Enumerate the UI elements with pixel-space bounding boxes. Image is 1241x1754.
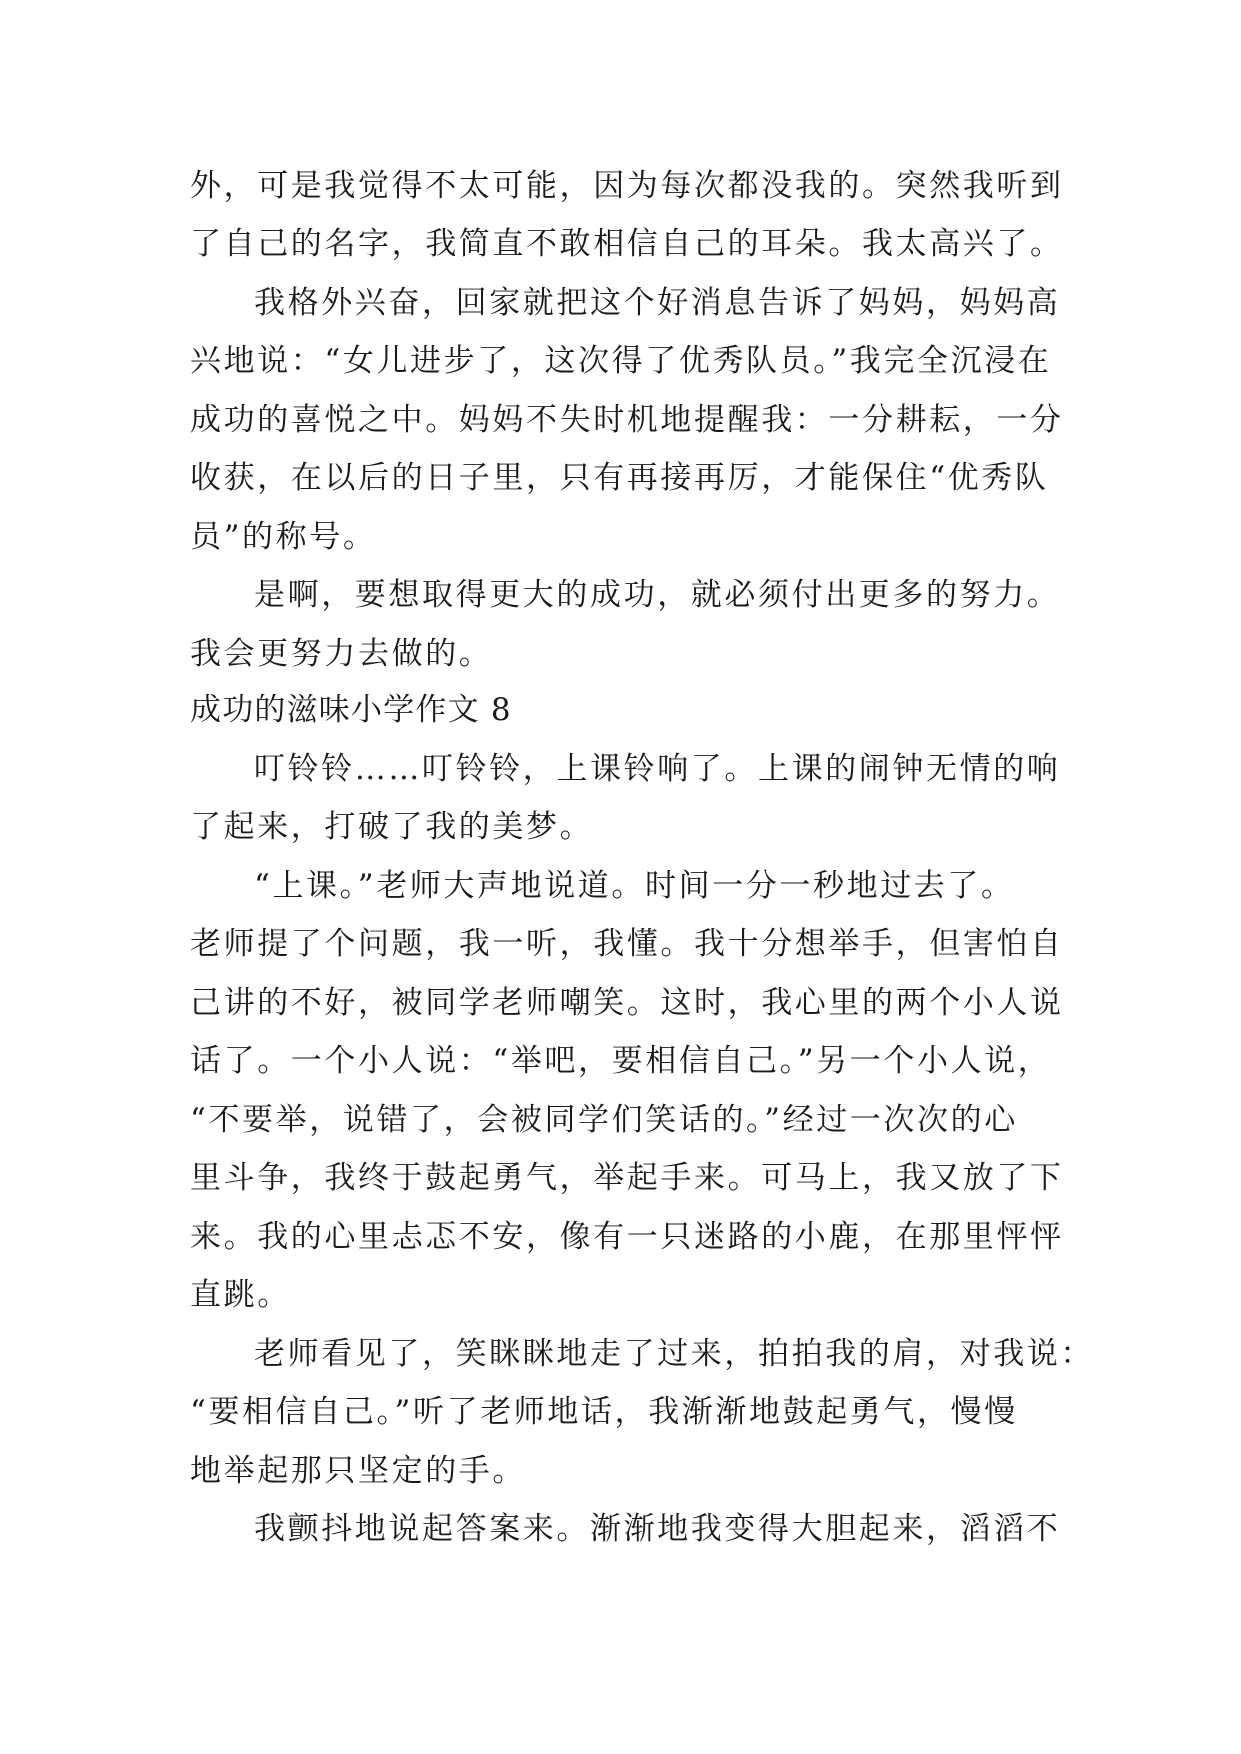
text-line: 老师提了个问题，我一听，我懂。我十分想举手，但害怕自 [190, 926, 1064, 962]
text-line: “不要举，说错了，会被同学们笑话的。”经过一次次的心 [190, 1102, 1018, 1138]
section-heading: 成功的滋味小学作文 8 [190, 692, 512, 728]
text-line: 了自己的名字，我简直不敢相信自己的耳朵。我太高兴了。 [190, 226, 1064, 262]
text-line: 外，可是我觉得不太可能，因为每次都没我的。突然我听到 [190, 168, 1064, 204]
text-line: 地举起那只坚定的手。 [190, 1453, 526, 1489]
text-line: 了起来，打破了我的美梦。 [190, 809, 594, 845]
paragraph-first-line: 叮铃铃……叮铃铃，上课铃响了。上课的闹钟无情的响 [254, 751, 1061, 787]
text-line: 我会更努力去做的。 [190, 636, 493, 672]
text-line: 己讲的不好，被同学老师嘲笑。这时，我心里的两个小人说 [190, 985, 1064, 1021]
text-line: 成功的喜悦之中。妈妈不失时机地提醒我：一分耕耘，一分 [190, 402, 1064, 438]
text-line: 话了。一个小人说：“举吧，要相信自己。”另一个小人说， [190, 1043, 1052, 1079]
text-line: 员”的称号。 [190, 519, 377, 555]
text-line: 兴地说：“女儿进步了，这次得了优秀队员。”我完全沉浸在 [190, 343, 1052, 379]
text-line: 直跳。 [190, 1277, 291, 1313]
paragraph-first-line: “上课。”老师大声地说道。时间一分一秒地过去了。 [254, 868, 1015, 904]
text-line: 里斗争，我终于鼓起勇气，举起手来。可马上，我又放了下 [190, 1160, 1064, 1196]
paragraph-first-line: 我颤抖地说起答案来。渐渐地我变得大胆起来，滔滔不 [254, 1511, 1061, 1547]
text-line: 来。我的心里忐忑不安，像有一只迷路的小鹿，在那里怦怦 [190, 1219, 1064, 1255]
paragraph-first-line: 老师看见了，笑眯眯地走了过来，拍拍我的肩，对我说： [254, 1336, 1094, 1372]
paragraph-first-line: 是啊，要想取得更大的成功，就必须付出更多的努力。 [254, 577, 1061, 613]
text-line: “要相信自己。”听了老师地话，我渐渐地鼓起勇气，慢慢 [190, 1394, 1018, 1430]
text-line: 收获，在以后的日子里，只有再接再厉，才能保住“优秀队 [190, 460, 1049, 496]
paragraph-first-line: 我格外兴奋，回家就把这个好消息告诉了妈妈，妈妈高 [254, 285, 1061, 321]
